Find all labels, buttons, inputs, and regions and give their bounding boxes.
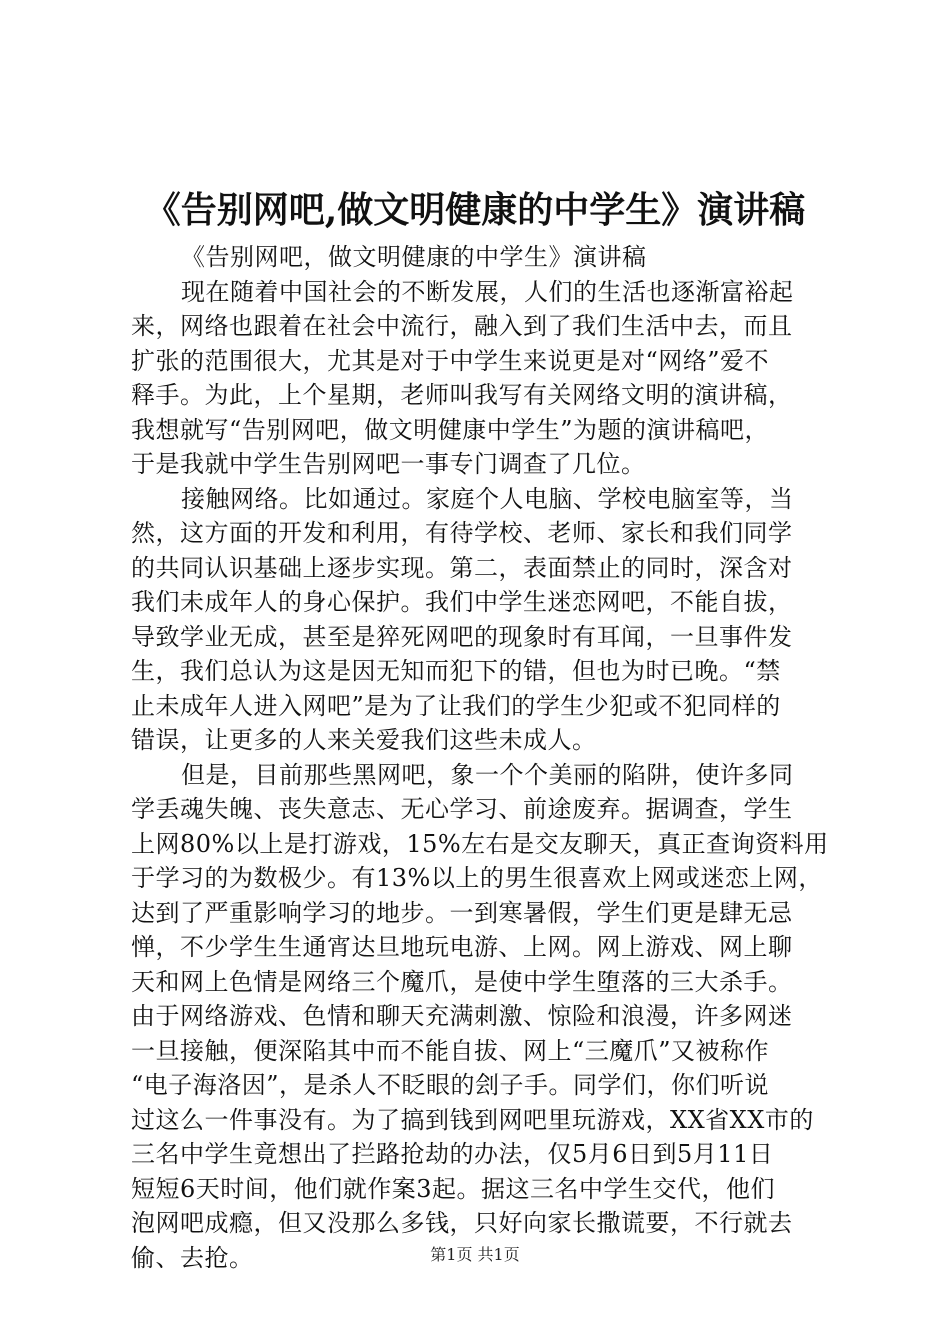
body-line: 的共同认识基础上逐步实现。第二，表面禁止的同时，深含对	[131, 553, 793, 582]
body-line: 止未成年人进入网吧”是为了让我们的学生少犯或不犯同样的	[131, 691, 781, 720]
body-line: 然，这方面的开发和利用，有待学校、老师、家长和我们同学	[131, 519, 793, 547]
body-line: 天和网上色情是网络三个魔爪，是使中学生堕落的三大杀手。	[131, 967, 793, 996]
body-line: 惮，不少学生生通宵达旦地玩电游、上网。网上游戏、网上聊	[131, 933, 793, 961]
body-line: 《告别网吧，做文明健康的中学生》演讲稿	[181, 243, 647, 271]
page-footer: 第1页 共1页	[430, 1245, 520, 1264]
body-line: 但是，目前那些黑网吧，象一个个美丽的陷阱，使许多同	[181, 760, 794, 789]
body-line: 泡网吧成瘾，但又没那么多钱，只好向家长撒谎要，不行就去	[131, 1209, 793, 1237]
body-line: 接触网络。比如通过。家庭个人电脑、学校电脑室等，当	[181, 484, 794, 513]
body-line: 短短6天时间，他们就作案3起。据这三名中学生交代，他们	[131, 1174, 776, 1203]
body-line: 于是我就中学生告别网吧一事专门调查了几位。	[131, 450, 646, 478]
body-line: 一旦接触，便深陷其中而不能自拔、网上“三魔爪”又被称作	[131, 1036, 770, 1065]
body-line: 三名中学生竟想出了拦路抢劫的办法，仅5月6日到5月11日	[131, 1140, 774, 1168]
body-line: 释手。为此，上个星期，老师叫我写有关网络文明的演讲稿，	[131, 381, 793, 409]
document-title: 《告别网吧,做文明健康的中学生》演讲稿	[144, 189, 806, 231]
body-line: 于学习的为数极少。有13%以上的男生很喜欢上网或迷恋上网，	[131, 864, 823, 892]
body-line: 达到了严重影响学习的地步。一到寒暑假，学生们更是肆无忌	[131, 898, 793, 927]
body-line: 扩张的范围很大，尤其是对于中学生来说更是对“网络”爱不	[131, 346, 770, 375]
body-line: 偷、去抢。	[131, 1243, 254, 1272]
body-line: 由于网络游戏、色情和聊天充满刺激、惊险和浪漫，许多网迷	[131, 1002, 793, 1030]
body-line: 学丢魂失魄、丧失意志、无心学习、前途废弃。据调查，学生	[131, 795, 793, 823]
body-line: “电子海洛因”，是杀人不眨眼的刽子手。同学们，你们听说	[131, 1071, 770, 1099]
body-line: 过这么一件事没有。为了搞到钱到网吧里玩游戏，XX省XX市的	[131, 1105, 814, 1134]
document-body	[131, 240, 831, 1275]
body-line: 来，网络也跟着在社会中流行，融入到了我们生活中去，而且	[131, 312, 793, 340]
body-line: 上网80%以上是打游戏，15%左右是交友聊天，真正查询资料用	[131, 829, 829, 858]
body-line: 导致学业无成，甚至是猝死网吧的现象时有耳闻，一旦事件发	[131, 622, 793, 651]
body-line: 我想就写“告别网吧，做文明健康中学生”为题的演讲稿吧，	[131, 415, 770, 444]
body-line: 错误，让更多的人来关爱我们这些未成人。	[131, 726, 597, 754]
body-line: 现在随着中国社会的不断发展，人们的生活也逐渐富裕起	[181, 277, 794, 306]
body-line: 生，我们总认为这是因无知而犯下的错，但也为时已晚。“禁	[131, 657, 781, 685]
body-line: 我们未成年人的身心保护。我们中学生迷恋网吧，不能自拔，	[131, 588, 793, 616]
